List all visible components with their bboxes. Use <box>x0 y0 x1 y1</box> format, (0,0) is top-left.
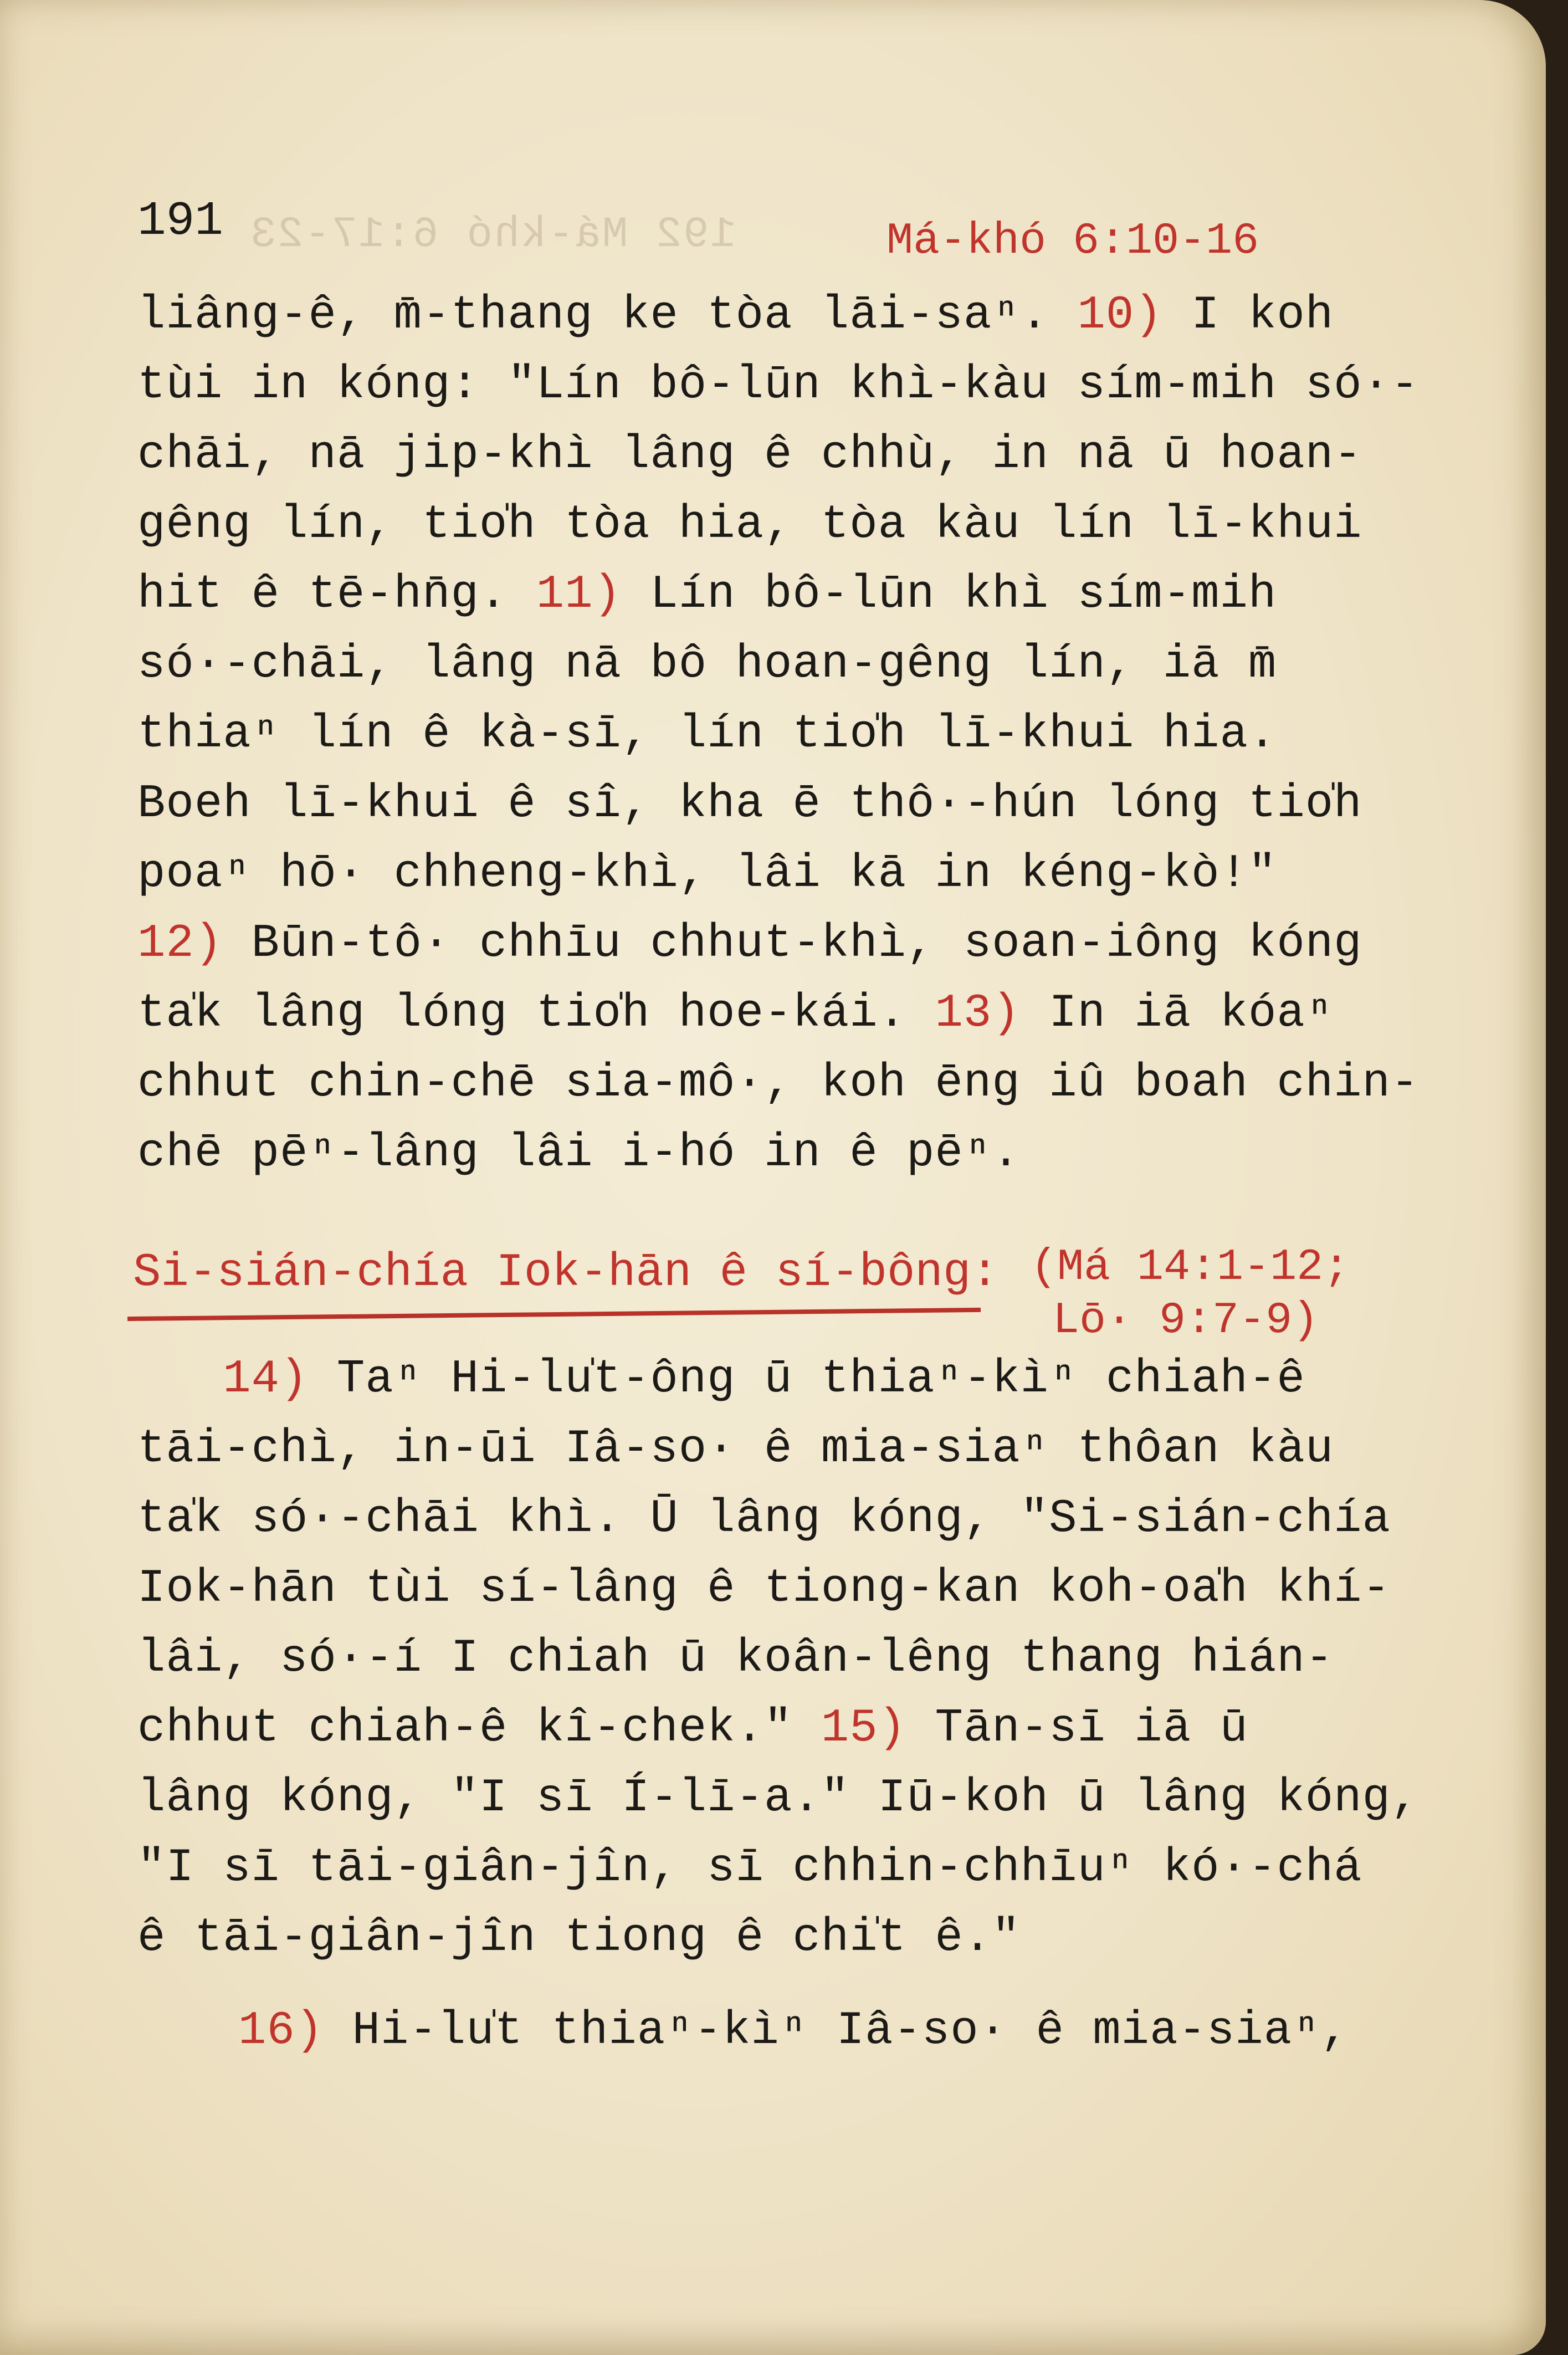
text-line: chāi, nā jip-khì lâng ê chhù, in nā ū hoan- <box>137 429 1362 482</box>
verse-number: 11) <box>536 569 622 621</box>
text-line: só·-chāi, lâng nā bô hoan-gêng lín, iā m̄ <box>137 638 1277 691</box>
text-line: poaⁿ hō· chheng-khì, lâi kā in kéng-kò!" <box>137 848 1277 900</box>
verse-number: 16) <box>238 2005 324 2057</box>
text-line: tāi-chì, in-ūi Iâ-so· ê mia-siaⁿ thôan kàu <box>137 1423 1334 1476</box>
text-line: Boeh lī-khui ê sî, kha ē thô·-hún lóng tio̍h <box>137 778 1362 831</box>
text-line: hit ê tē-hn̄g. 11) Lín bô-lūn khì sím-mih <box>137 569 1277 621</box>
text-line: 12) Būn-tô· chhīu chhut-khì, soan-iông kóng <box>137 918 1362 970</box>
text-line: Iok-hān tùi sí-lâng ê tiong-kan koh-oa̍h khí- <box>137 1563 1391 1615</box>
verse-number: 15) <box>821 1702 907 1755</box>
verse-number: 14) <box>223 1353 309 1406</box>
text-line: 16) Hi-lu̍t thiaⁿ-kìⁿ Iâ-so· ê mia-siaⁿ, <box>238 2005 1349 2057</box>
text-line: gêng lín, tio̍h tòa hia, tòa kàu lín lī-khui <box>137 499 1362 551</box>
cross-reference <box>1031 1241 1350 1348</box>
bleed-through-text: 192 Má-khó 6:17-23 <box>249 211 736 259</box>
text-line: chhut chin-chē sia-mô·, koh ēng iû boah chin- <box>137 1057 1420 1110</box>
text-line: lâng kóng, "I sī Í-lī-a." Iū-koh ū lâng kóng, <box>137 1772 1420 1825</box>
verse-number: 13) <box>935 987 1021 1040</box>
running-head: Má-khó 6:10-16 <box>887 216 1259 267</box>
text-line: thiaⁿ lín ê kà-sī, lín tio̍h lī-khui hia. <box>137 708 1277 761</box>
heading-underline <box>127 1308 981 1321</box>
text-line: tùi in kóng: "Lín bô-lūn khì-kàu sím-mih só·- <box>137 359 1420 412</box>
cross-reference-line-2: Lō· 9:7-9) <box>1053 1296 1319 1346</box>
text-line: chhut chiah-ê kî-chek." 15) Tān-sī iā ū <box>137 1702 1248 1755</box>
cross-reference-line-1: (Má 14:1-12; <box>1031 1242 1350 1293</box>
text-line: 14) Taⁿ Hi-lu̍t-ông ū thiaⁿ-kìⁿ chiah-ê <box>223 1353 1305 1406</box>
page-number: 191 <box>137 194 223 248</box>
section-heading: Si-sián-chía Iok-hān ê sí-bông: <box>133 1247 999 1299</box>
text-line: ta̍k lâng lóng tio̍h hoe-kái. 13) In iā kóaⁿ <box>137 987 1334 1040</box>
text-line: liâng-ê, m̄-thang ke tòa lāi-saⁿ. 10) I koh <box>137 289 1334 342</box>
text-line: ê tāi-giân-jîn tiong ê chi̍t ê." <box>137 1912 1021 1964</box>
verse-number: 10) <box>1077 289 1163 342</box>
text-line: ta̍k só·-chāi khì. Ū lâng kóng, "Si-sián-chía <box>137 1493 1391 1545</box>
text-line: "I sī tāi-giân-jîn, sī chhin-chhīuⁿ kó·-chá <box>137 1842 1362 1895</box>
text-line: lâi, só·-í I chiah ū koân-lêng thang hián- <box>137 1632 1334 1685</box>
verse-number: 12) <box>137 918 223 970</box>
text-line: chē pēⁿ-lâng lâi i-hó in ê pēⁿ. <box>137 1127 1021 1180</box>
